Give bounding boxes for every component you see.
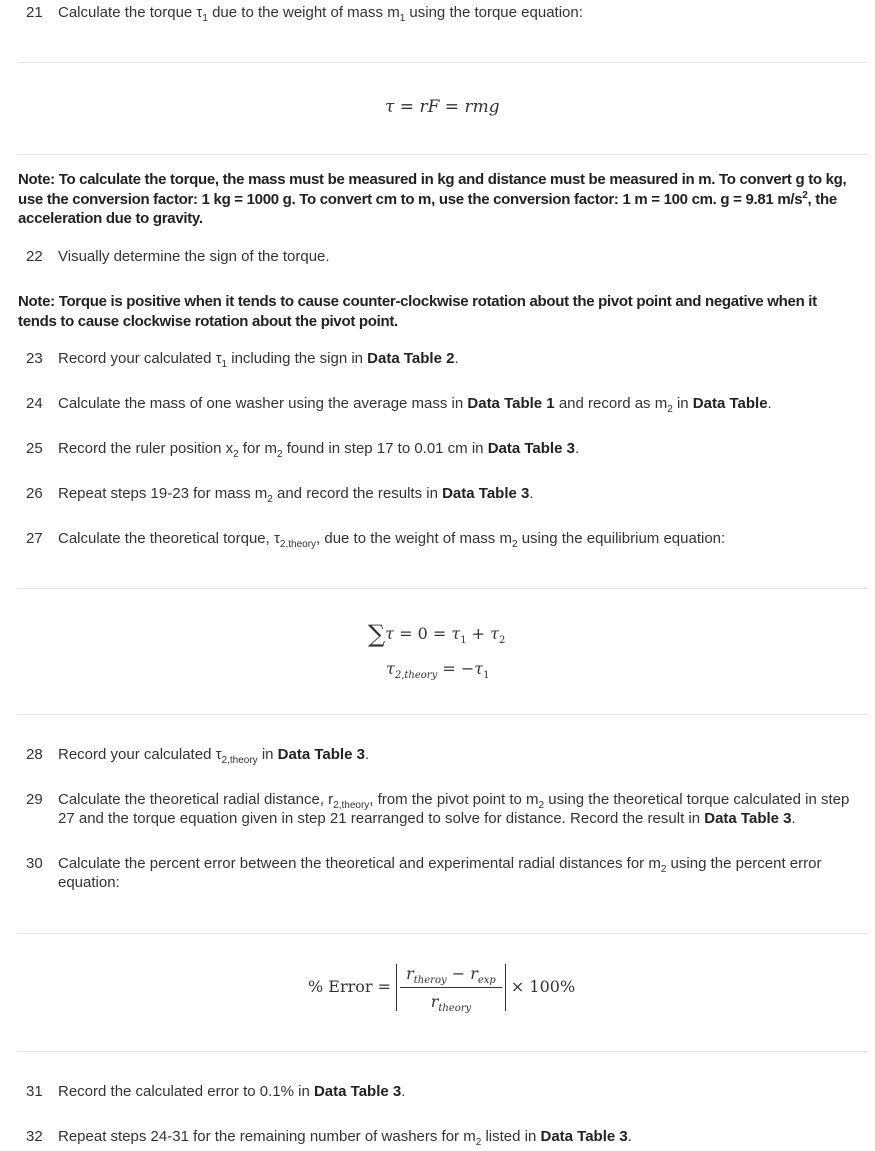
step-25 bbox=[26, 439, 869, 458]
step-30 bbox=[26, 854, 869, 892]
divider bbox=[17, 933, 868, 934]
step-number: 31 bbox=[26, 1083, 43, 1100]
step-28 bbox=[26, 745, 869, 764]
step-27 bbox=[26, 529, 869, 548]
step-23 bbox=[26, 349, 869, 368]
step-number: 25 bbox=[26, 440, 43, 457]
note-units: Note: To calculate the torque, the mass must be measured in kg and distance must be measured in m. To convert g to kg, use the conversion factor: 1 kg = 1000 g. To convert cm to m, use the conversion factor: 1 m = 100 cm. g = 9.81 $m/s^2$, the acceleration due to gravity. bbox=[18, 171, 847, 227]
step-text: Calculate the theoretical torque, $\tau_{2,theory}$, due to the weight of mass $m_2$ using the equilibrium equation: bbox=[58, 530, 726, 550]
step-29 bbox=[26, 790, 869, 828]
absolute-value bbox=[396, 964, 506, 1015]
step-number: 28 bbox=[26, 746, 43, 763]
equilibrium-equation: $\sum\tau = 0 = \tau_1 + \tau_2$ bbox=[368, 620, 506, 648]
step-text: Record your calculated $\tau_1$ including the sign in Data Table 2. bbox=[58, 350, 459, 370]
divider bbox=[17, 714, 868, 715]
step-26 bbox=[26, 484, 869, 503]
step-text: Calculate the mass of one washer using the average mass in Data Table 1 and record as $m_2$ in Data Table. bbox=[58, 395, 772, 415]
percent-error-equation: % Error = $\frac{r_{theroy} - r_{exp}}{r_{theory}}$ × 100% bbox=[308, 964, 576, 1015]
step-number: 32 bbox=[26, 1128, 43, 1145]
step-text: Visually determine the sign of the torque. bbox=[58, 248, 330, 265]
divider bbox=[17, 588, 868, 589]
fraction: $\frac{r_{theroy} - r_{exp}}{r_{theory}}$ bbox=[400, 964, 502, 1011]
step-32 bbox=[26, 1127, 869, 1146]
theoretical-torque-equation: $\tau_{2,theory} = -\tau_1$ bbox=[386, 659, 490, 682]
step-21 bbox=[26, 3, 869, 22]
step-number: 23 bbox=[26, 350, 43, 367]
step-text: Repeat steps 19-23 for mass $m_2$ and record the results in Data Table 3. bbox=[58, 485, 534, 505]
divider bbox=[17, 1051, 868, 1052]
step-number: 29 bbox=[26, 791, 43, 808]
divider bbox=[17, 154, 868, 155]
step-text: Calculate the percent error between the theoretical and experimental radial distances for $m_2$ using the percent error equation: bbox=[58, 855, 822, 891]
step-text: Record the ruler position $x_2$ for $m_2$ found in step 17 to 0.01 cm in Data Table 3. bbox=[58, 440, 580, 460]
step-text: Repeat steps 24-31 for the remaining number of washers for $m_2$ listed in Data Table 3. bbox=[58, 1128, 632, 1148]
note-torque-sign: Note: Torque is positive when it tends to cause counter-clockwise rotation about the pivot point and negative when it tends to cause clockwise rotation about the pivot point. bbox=[18, 293, 817, 330]
step-number: 21 bbox=[26, 4, 43, 21]
step-24 bbox=[26, 394, 869, 413]
step-number: 27 bbox=[26, 530, 43, 547]
step-number: 22 bbox=[26, 248, 43, 265]
step-number: 30 bbox=[26, 855, 43, 872]
step-text: Record the calculated error to 0.1% in Data Table 3. bbox=[58, 1083, 406, 1100]
step-22 bbox=[26, 247, 869, 266]
step-number: 26 bbox=[26, 485, 43, 502]
step-number: 24 bbox=[26, 395, 43, 412]
step-text: Record your calculated $\tau_{2,theory}$ in Data Table 3. bbox=[58, 746, 370, 766]
step-text: Calculate the torque $\tau_1$ due to the weight of mass $m_1$ using the torque equation: bbox=[58, 4, 583, 24]
step-31 bbox=[26, 1082, 869, 1101]
step-text: Calculate the theoretical radial distance, $r_{2,theory}$, from the pivot point to $m_2$ using the theoretical torque calculated in step 27 and the torque equation given in step 21 rearranged to solve for distance. Record the result in Data Table 3. bbox=[58, 791, 850, 827]
divider bbox=[17, 62, 868, 63]
torque-equation: τ = rF = rmg bbox=[385, 97, 500, 117]
